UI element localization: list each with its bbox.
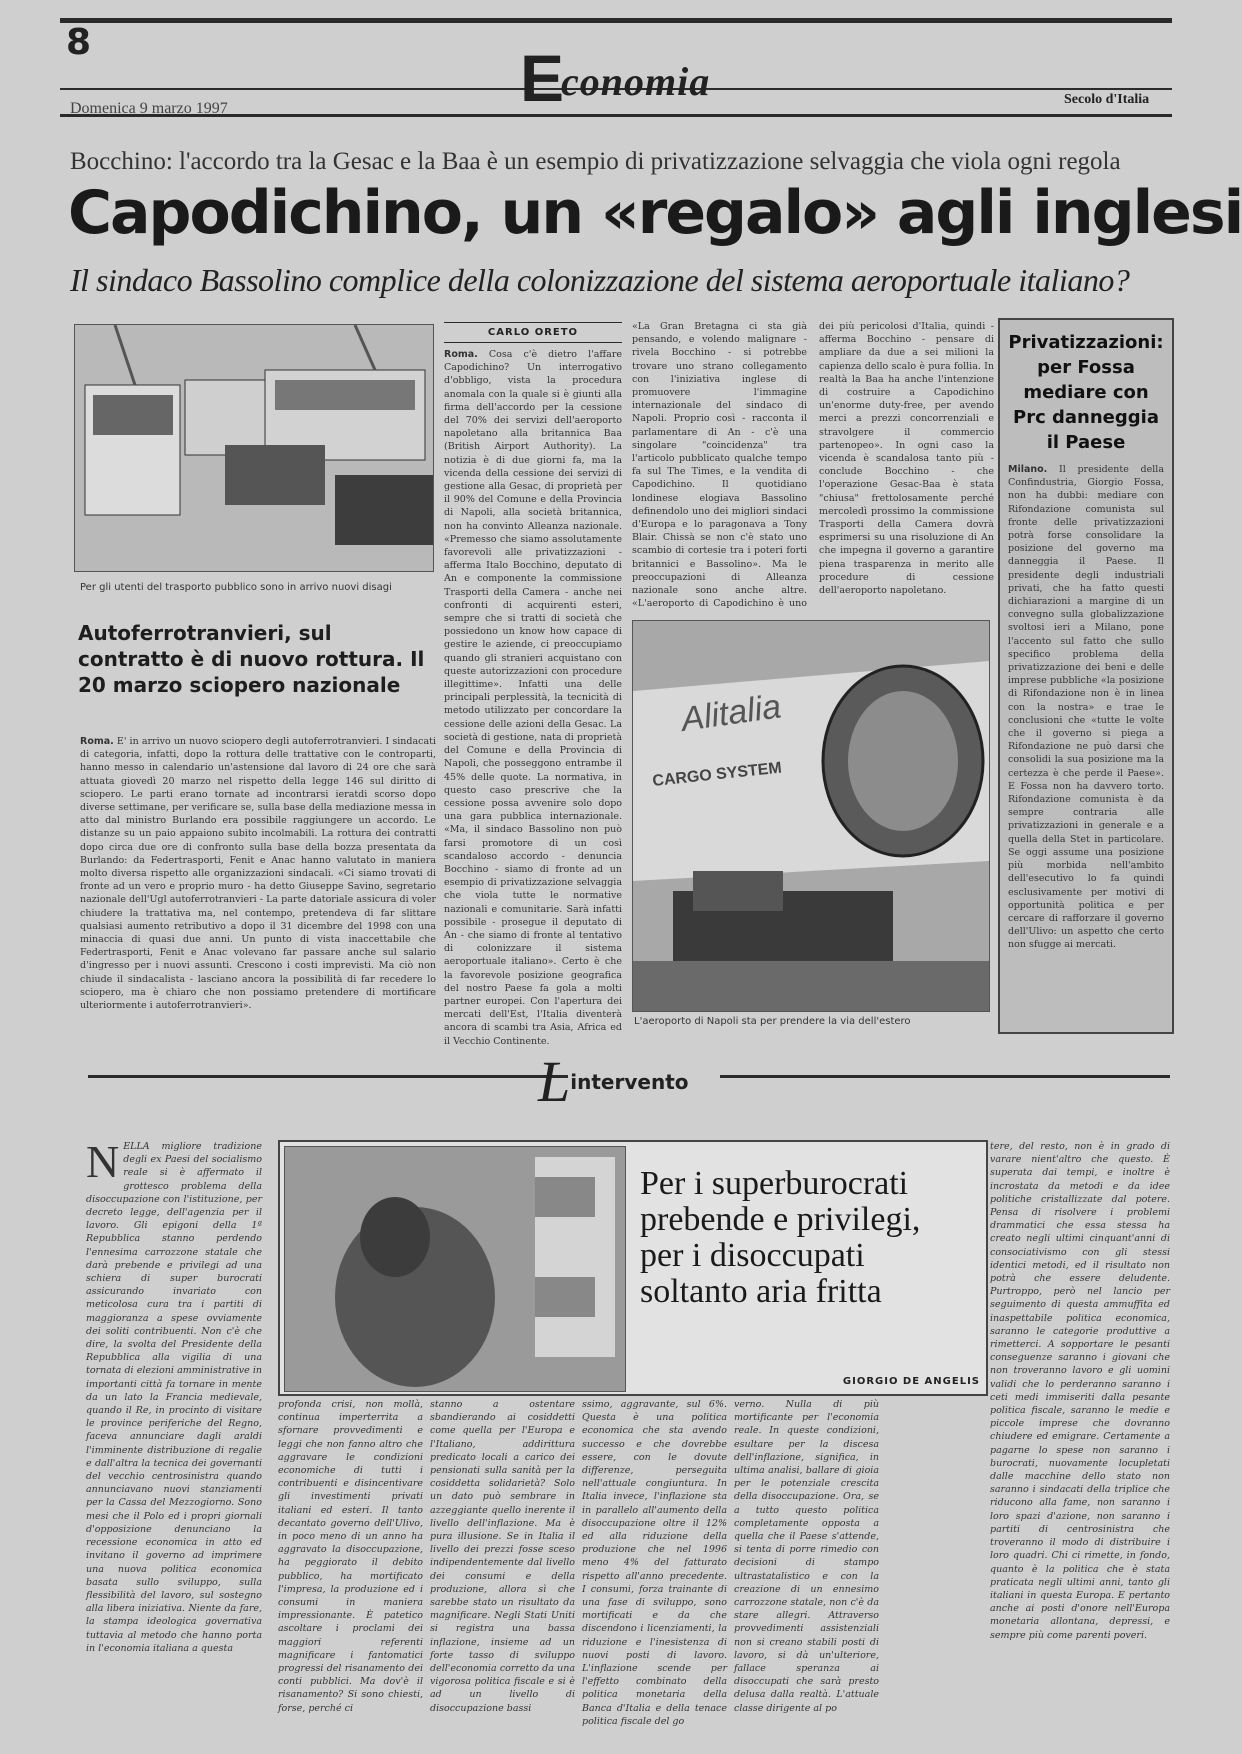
alitalia-logo: Alitalia (678, 687, 784, 739)
masthead: Secolo d'Italia (1064, 92, 1150, 107)
subheadline: Il sindaco Bassolino complice della colonizzazione del sistema aeroportuale italiano? (70, 262, 1130, 298)
main-byline: CARLO ORETO (487, 327, 579, 338)
main-article-dateline: Roma. (444, 349, 478, 360)
main-article-col1-text: Cosa c'è dietro l'affare Capodichino? Un interrogativo d'obbligo, vista la procedura anomala con la quale si è giunti alla firma dell'accordo per la cessione del 70% dei servizi dell'aeroporto napoletano alla britannica Baa (British Airport Authority). La notizia è di due giorni fa, ma la vicenda della cessione dei servizi di gestione alla Gesac, di proprietà per il 90% del Comune e della Provincia di Napoli, alla società britannica, non ha convinto Alleanza nazionale. «Premesso che siamo assolutamente favorevoli alle privatizzazioni - afferma Italo Bocchino, deputato di An e componente la commissione Trasporti della Camera - anche nei confronti di acquirenti esteri, sempre che si tratti di società che possiedono un know how capace di gestire le aziende, ci preoccupiamo quando gli stranieri acquistano con queste autorizzazioni con procedure illegittime». Infatti una delle principali perplessità, la tecnicità di metodo utilizzato per concordare la cessione delle azioni della Gesac. La società di gestione, nata di proprietà del Comune e della Provincia di Napoli, che posseggono entrambe il 45% delle quote. La normativa, in questo caso prescrive che la cessione possa avvenire solo dopo una gara pubblica internazionale. «Ma, il sindaco Bassolino non può farsi promotore di un così scandaloso accordo - denuncia Bocchino - siamo di fronte ad un esempio di privatizzazione selvaggia che viola tutte le normative nazionali e comunitarie. Sarà infatti possibile - prosegue il deputato di An - che siamo di fronte al tentativo di colonizzare il sistema aeroportuale italiano». Certo è che la favorevole posizione geografica del nostro Paese fa gola a molti partner europei. Con l'apertura dei mercati dell'Est, l'Italia diventerà ancora di scambi tra Asia, Africa ed il Vecchio Continente. (444, 349, 622, 1047)
airport-photo-illustration (633, 621, 989, 1011)
intervento-col2: profonda crisi, non mollà, continua imperterrita a sfornare provvedimenti e leggi che non fanno altro che aggravare le condizioni economiche di tutti i contribuenti e disincentivare gli investimenti privati italiani ed esteri. Il tanto decantato governo dell'Ulivo, in poco meno di un anno ha aggravato la disoccupazione, ha peggiorato il debito pubblico, ha mortificato l'impresa, la produzione ed i consumi in maniera impressionante. È patetico ascoltare i proclami dei maggiori referenti magnificare i fantomatici progressi del risanamento dei conti pubblici. Ma dov'è il risanamento? Si sono chiesti, forse, perché ci (278, 1399, 423, 1714)
intervento-title (538, 1048, 689, 1115)
section-title (520, 40, 710, 116)
secondary-article-text: E' in arrivo un nuovo sciopero degli autoferrotranvieri. I sindacati di categoria, infatti, dopo la rottura delle trattative con le controparti, hanno messo in calendario un'astensione dal lavoro di 24 ore che sarà attuata giovedì 20 marzo nel rispetto della legge 146 sul diritto di sciopero. Le parti erano tornate ad incontrarsi ieratdi scorso dopo diverse settimane, per verificare se, sulla base della mediazione messa in atto dal ministro Burlando era possibile raggiungere un accordo. Le distanze su un paio appaiono subito incolmabili. La rottura dei contratti dopo circa due ore di confronto sulla base della bozza presentata da Burlando: da Federtrasporti, Fenit e Anac hanno valutato in maniera molto diversa rispetto alle organizzazioni sindacali. «Ci siamo trovati di fronte ad un vero e proprio muro - ha detto Giuseppe Savino, segretario nazionale dell'Ugl autoferrotranvieri - La parte datoriale assicura di voler chiudere la trattativa ma, nel contempo, pretendeva di far slittare qualsiasi aumento retributivo a dopo il 31 dicembre del 1998 con una minaccia di quasi due anni. Un punto di vista inaccettabile che Federtrasporti, Fenit e Anac volevano far passare anche sul salario d'ingresso per i nuovi assunti. Crescono i costi imprevisti. Ma ciò non chiude il sindacalista - lasciano ancora la possibilità di far recedere lo sciopero, ma è chiaro che non possiamo pretendere di mortificare ulteriormente i autoferrotranvieri». (80, 736, 436, 1012)
intervento-col3: stanno a ostentare sbandierando ai cosiddetti come quella per l'Europa e l'Italiano, addirittura predicato locali a carico dei pensionati sulla sanità per la cosiddetta solidarietà? Solo un dato può sembrare in azzeggiante quello inerente il livello dell'inflazione. Ma è pura illusione. Se in Italia il livello dei prezzi fosse sceso indipendentemente dal livello dei consumi e della produzione, allora sì che sarebbe stato un risultato da magnificare. Negli Stati Uniti si registra una bassa inflazione, insieme ad un forte tasso di sviluppo dell'economia corretto da una vigorosa politica fiscale e si è ad un livello di disoccupazione bassi (430, 1399, 575, 1714)
sidebar-headline: Privatizzazioni: per Fossa mediare con Prc danneggia il Paese (1008, 332, 1164, 453)
kicker: Bocchino: l'accordo tra la Gesac e la Baa è un esempio di privatizzazione selvaggia che viola ogni regola (70, 148, 1121, 175)
cargo-system-logo: CARGO SYSTEM (651, 759, 783, 790)
bus-photo-caption: Per gli utenti del trasporto pubblico sono in arrivo nuovi disagi (80, 582, 392, 593)
sidebar-body (1000, 463, 1172, 1023)
intervento-rule-left (88, 1075, 568, 1078)
main-article-col1 (444, 348, 622, 1047)
intervento-photo (284, 1146, 626, 1392)
headline: Capodichino, un «regalo» agli inglesi (68, 178, 1242, 248)
section-initial: E (520, 41, 566, 115)
sidebar-text: Il presidente della Confindustria, Giorgio Fossa, non ha dubbi: mediare con Rifondazione comunista sul fronte delle privatizzazioni potrà forse consolidare la posizione del governo ma danneggia il Paese. Il presidente degli industriali privati, che ha fatto questi dichiarazioni a margine di un convegno sulla globalizzazione svoltosi ieri a Milano, pone l'accento sul fatto che sullo specifico problema della privatizzazione dei beni e delle imprese pubbliche «la posizione di Rifondazione non è in linea con la nostra» e trae le conclusioni che «tutte le volte che il governo si piega a Rifondazione ne può darsi che consolidi la sua posizione ma la certezza è che perde il Paese». E Fossa non ha davvero torto. Rifondazione comunista è da sempre contraria alle privatizzazioni in generale e a quella della Stet in particolare. Se oggi assume una posizione più morbida nell'ambito dell'esecutivo lo fa quindi esclusivamente per motivi di opportunità politica e per cercare di rafforzare il governo dell'Ulivo: un aspetto che certo non sfugge ai mercati. (1008, 464, 1164, 951)
bus-photo-illustration (75, 325, 433, 571)
intervento-byline: GIORGIO DE ANGELIS (842, 1376, 980, 1387)
section-title-rest: conomia (561, 59, 711, 104)
intervento-col4: ssimo, aggravante, sul 6%. Questa è una politica economica che sta avendo successo e che dovrebbe essere, con le dovute differenze, perseguita nell'attuale congiuntura. In Italia invece, l'inflazione sta in parallelo all'aumento della disoccupazione oltre il 12% ed alla riduzione della produzione che nel 1996 meno 4% del fatturato rispetto all'anno precedente. I consumi, forza trainante di una fase di sviluppo, sono mortificati e da che discendono i licenziamenti, la riduzione e l'inesistenza di nuovi posti di lavoro. L'inflazione scende per l'effetto combinato della politica monetaria della Banca d'Italia e della tenace politica fiscale del go (582, 1399, 727, 1727)
byline-rule-top (444, 322, 622, 323)
main-article-col2: «La Gran Bretagna ci sta già pensando, e volendo malignare - rivela Bocchino - si potrebbe trovare uno strano collegamento con l'iniziativa inglese di promuovere l'immagine internazionale del sindaco di Napoli. Proprio così - racconta il parlamentare di An - c'è una singolare "coincidenza" tra l'articolo pubblicato qualche tempo fa sul The Times, e la vendita di Capodichino. Il quotidiano londinese elogiava Bassolino definendolo uno dei migliori sindaci d'Europa e lo paragonava a Tony Blair. Chissà se non c'è stato uno scambio di cortesie tra i poteri forti britannici e Bassolino». Ma le preoccupazioni di Alleanza nazionale sono anche altre. «L'aeroporto di Capodichino è uno dei più pericolosi d'Italia, quindi - afferma Bocchino - pensare di ampliare da due a sei milioni la capienza dello scalo è pura follia. In realtà la Baa ha anche l'intenzione di costruire a Capodichino un'enorme duty-free, per avendo merci a prezzi concorrenziali e stravolgere il commercio partenopeo». In ogni caso la vicenda è scandalosa tanto più - conclude Bocchino - che l'operazione Gesac-Baa è stata "chiusa" frettolosamente perché mercoledì prossimo la commissione Trasporti della Camera dovrà esprimersi su una risoluzione di An che impegna il governo a garantire piena trasparenza in merito alle procedure di cessione dell'aeroporto napoletano. (632, 321, 994, 610)
top-rule (60, 18, 1172, 23)
intervento-title-rest: intervento (570, 1070, 689, 1094)
page-number: 8 (66, 22, 92, 63)
airport-photo (632, 620, 990, 1012)
intervento-quote: Per i superburocrati prebende e privilegi, per i disoccupati soltanto aria fritta (640, 1165, 921, 1310)
dropcap: N (86, 1136, 120, 1187)
intervento-col6: tere, del resto, non è in grado di varare nient'altro che questo. È superata dai tempi, e inoltre è incrostata da metodi e da idee politiche cristallizzate dal potere. Pensa di risolvere i problemi drammatici che essa stessa ha creato negli ultimi cinquant'anni di consociativismo con gli stessi identici metodi, ed il risultato non potrà che essere deludente. Purtroppo, però nel lancio per seguimento di questa ammuffita ed inaspettabile politica economica, saranno le categorie produttive a rimetterci. A sopportare le pesanti conseguenze saranno i giovani che non troveranno lavoro e gli uomini validi che lo perderanno saranno i ceti medi immiseriti dalla pesante politica fiscale, saranno le medie e piccole imprese che dovranno chiudere ed emigrare. Certamente a pagarne lo spese non saranno i burocrati, nuovamente locupletati dalle macchine dello stato non saranno i sindacati della triplice che riducono alla fame, non saranno i loro spazi d'azione, non saranno i partiti di centrosinistra che troveranno il modo di distribuire i loro quadri. Chi ci rimette, in fondo, quanto è la politica che è stata praticata negli ultimi anni, tanto gli italiani in questa Europa. E pertanto anche ai posti d'onore nell'Europa monetaria allontana, depressi, e sempre più come parenti poveri. (990, 1141, 1170, 1641)
secondary-headline: Autoferrotranvieri, sul contratto è di nuovo rottura. Il 20 marzo sciopero nazionale (78, 621, 425, 697)
intervento-initial: L (538, 1049, 571, 1114)
secondary-article-body (80, 735, 436, 1033)
bus-photo (74, 324, 434, 572)
intervento-col1 (86, 1136, 262, 1730)
airport-photo-caption: L'aeroporto di Napoli sta per prendere la via dell'estero (634, 1016, 911, 1027)
intervento-col1-text: ELLA migliore tradizione degli ex Paesi del socialismo reale si è affermato il grottesco problema della disoccupazione con l'istituzione, per decreto legge, dell'agenzia per il lavoro. Gli epigoni della 1ª Repubblica stanno perdendo l'ennesima carrozzone statale che darà prebende e privilegi ad una schiera di super burocrati assicurando invariato con meticolosa cura tra i partiti di maggioranza a spese ovviamente dei soliti contribuenti. Non c'è che dire, la svolta del Presidente della Repubblica alla vigilia di una tornata di elezioni amministrative in importanti città fa tornare in mente da un lato la Francia medievale, quando il Re, in procinto di visitare le province periferiche del Regno, faceva annunciare dagli araldi l'imminente distribuzione di regalie e dall'altra la tecnica dei governanti del vecchio centrosinistra quando annunciavano nuovi stanziamenti per la Cassa del Mezzogiorno. Sono mesi che il Polo ed i propri giornali d'opposizione denunciano la recessione economica in atto ed invitano il governo ad imprimere una nuova politica economica basata sullo sviluppo, sulla flessibilità del lavoro, sul sostegno alla libera iniziativa. Niente da fare, la stampa ideologica governativa tuttavia al metodo che hanno porta in l'economia italiana a questa (86, 1141, 262, 1654)
intervento-rule-right (720, 1075, 1170, 1078)
intervento-photo-illustration (285, 1147, 625, 1391)
byline-rule-bottom (444, 342, 622, 343)
sidebar-dateline: Milano. (1008, 464, 1048, 475)
sidebar-box (998, 318, 1174, 1034)
intervento-col5: verno. Nulla di più mortificante per l'economia reale. In queste condizioni, esultare per la discesa dell'inflazione, significa, in ultima analisi, ballare di gioia per le potenziale crescita della disoccupazione. Ora, se a tutto questo politica completamente opposta a quella che il Paese s'attende, si tenta di porre rimedio con decisioni di stampo ultrastatalistico e con la creazione di un ennesimo carrozzone statale, non c'è da stare allegri. Attraverso provvedimenti assistenziali non si creano stabili posti di lavoro, si dà un'ulteriore, fallace speranza ai disoccupati che sarà presto delusa dalla realtà. L'attuale classe dirigente al po (734, 1399, 879, 1714)
secondary-article-dateline: Roma. (80, 736, 114, 747)
issue-date: Domenica 9 marzo 1997 (70, 100, 228, 117)
quote-box (278, 1140, 988, 1396)
